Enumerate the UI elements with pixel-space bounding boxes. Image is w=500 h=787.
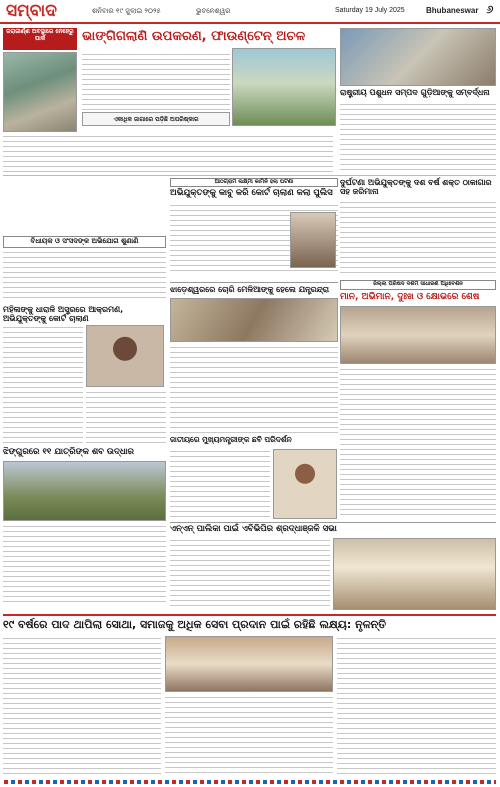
accident-text (340, 200, 496, 276)
abvp-headline: ଏନ୍‌ଏନ୍ ପାଲିକା ପାଇଁ ଏବିଭିପିର ଶ୍ରଦ୍ଧାଞ୍ଜଳି ସଭା (170, 522, 496, 535)
anniversary-photo (165, 636, 333, 692)
district-council-text (340, 367, 496, 517)
accident-headline: ଦୁର୍ଘଟଣା ଅଭିଯୁକ୍ତଙ୍କୁ ଦଶ ବର୍ଷ ଶକ୍ତ ଠାକାଗାର ସହ ଜରିମାନା (340, 178, 492, 197)
divider (3, 175, 496, 176)
bodies-headline: ଝିଙ୍ଗୁରରେ ୧୧ ଯାତ୍ରିଙ୍କ ଶବ ଉଦ୍ଧାର (3, 447, 134, 457)
woman-attack-text-2 (86, 390, 166, 444)
district-council-photo (340, 306, 496, 364)
anniversary-text-1 (3, 636, 161, 776)
court-tag: ଆଠଗ୍ରାମ ଲକ୍ଷ୍ମୀ କାମିନି ହଲା ଘଟଣା (170, 178, 338, 187)
park-photo-2 (232, 48, 336, 126)
newspaper-logo: ସମ୍ବାଦ (6, 1, 57, 21)
abvp-photo (333, 538, 496, 610)
city-odia: ଭୁବନେଶ୍ୱର (196, 7, 231, 15)
accused-photo (86, 325, 164, 387)
theft-headline: ଝାଡ଼େଶ୍ୱରରେ ଚୋରି ମେଳିଆଙ୍କୁ ହେଲେ ଯନ୍ତ୍ରନ୍ଦ୍ରା (170, 282, 338, 294)
woman-attack-text (3, 325, 83, 443)
date-odia: ଶନିବାର ୧୯ ଜୁଲାଇ ୨୦୨୫ (92, 7, 161, 15)
city-english: Bhubaneswar (426, 6, 479, 15)
theft-photo (170, 298, 338, 342)
park-photo-caption: ଏକାଧିକ ଜାଗାରେ ପଡ଼ିଛି ଅପରିଷ୍କାର (82, 112, 230, 126)
park-story-text-2 (3, 134, 333, 172)
grievance-text (3, 250, 166, 302)
livestock-photo (340, 28, 496, 86)
masthead (0, 0, 500, 24)
woman-attack-headline: ମହିଳାଙ୍କୁ ଧାରାଳି ଅସ୍ତ୍ରରେ ଆକ୍ରମଣ, ଅଭିଯୁକ୍ତଙ୍କୁ କୋର୍ଟ ଚାଲାଣ (3, 305, 124, 324)
cm-visit-text (170, 449, 270, 519)
district-council-tag: ଜିଲ୍ଲା ପରିଷଦ ଦଶମ ସାଧାରଣ ଅଧିବେଶନ (340, 280, 496, 290)
grievance-tag: ବିଧାୟକ ଓ ସଂସଦଙ୍କ ଅଭିଯୋଗ ଶୁଣାଣି (3, 236, 166, 248)
print-registration-strip (4, 780, 496, 784)
abvp-text (170, 538, 330, 610)
date-english: Saturday 19 July 2025 (335, 7, 405, 14)
cm-visit-headline: ଜାତୀୟରେ ମୁଖ୍ୟମନ୍ତ୍ରୀଙ୍କ ଛବି ପରିଦର୍ଶନ (170, 435, 292, 444)
court-photo (290, 212, 336, 268)
cm-visit-photo (273, 449, 337, 519)
anniversary-text-2 (165, 695, 333, 775)
court-headline: ଅଭିଯୁକ୍ତଙ୍କୁ କାବୁ କରି କୋର୍ଟ ଚାଲାଣ କଲା ପୁଲିସ (170, 188, 333, 198)
livestock-headline: ରାଷ୍ଟ୍ରୀୟ ପଶୁଧନ ସମ୍ପଦ ଗୁଡ଼ିଆଙ୍କୁ ସମ୍ବର୍ଦ୍ଧନା (340, 88, 490, 97)
bodies-text (3, 524, 166, 604)
page-number: ୬ (486, 3, 494, 16)
theft-text (170, 345, 338, 433)
park-story-text-1 (82, 52, 230, 110)
park-story-headline: ଭାଙ୍ଗିଗଲାଣି ଉପକରଣ, ଫାଉଣ୍ଟେନ୍ ଅଚଳ (82, 29, 306, 44)
district-council-headline: ମାନ, ଅଭିମାନ, ଦୁଃଖ ଓ କ୍ଷୋଭରେ ଶେଷ (340, 292, 480, 302)
park-photo-1 (3, 52, 77, 132)
anniversary-text-3 (337, 636, 496, 776)
anniversary-headline: ୧୯ ବର୍ଷରେ ପାଦ ଥାପିଲା ସୋଥା, ସମାଜକୁ ଅଧିକ ସେବା ପ୍ରଦାନ ପାଇଁ ରହିଛି ଲକ୍ଷ୍ୟ: ନୃଳନ୍ତି (3, 614, 496, 632)
park-story-tag: ଜରାଜୀର୍ଣ୍ଣ ଅବସ୍ଥାରେ ନେହେରୁ ପାର୍କ (3, 28, 77, 50)
livestock-text (340, 102, 496, 172)
bodies-photo (3, 461, 166, 521)
